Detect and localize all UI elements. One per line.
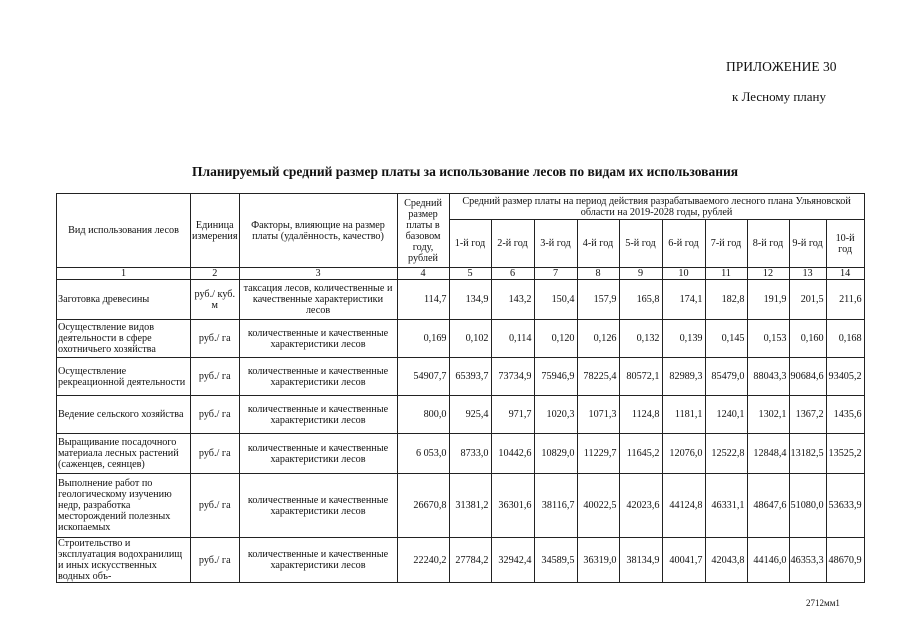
cell-unit: руб./ га [191,320,240,358]
payment-table [56,193,865,583]
cell-use-type: Выращивание посадочного материала лесных растений (саженцев, сеянцев) [57,434,191,474]
cell-year-value: 31381,2 [449,474,491,538]
cell-year-value: 191,9 [747,280,789,320]
header-year-5: 5-й год [619,220,662,268]
cell-year-value: 12848,4 [747,434,789,474]
cell-base-value: 800,0 [397,396,449,434]
cell-year-value: 1240,1 [705,396,747,434]
cell-base-value: 114,7 [397,280,449,320]
header-unit: Единица измерения [191,194,240,268]
cell-year-value: 971,7 [491,396,534,434]
cell-year-value: 85479,0 [705,358,747,396]
cell-year-value: 13525,2 [826,434,864,474]
cell-unit: руб./ га [191,358,240,396]
table-row [57,358,865,396]
cell-year-value: 27784,2 [449,538,491,583]
header-year-6: 6-й год [662,220,705,268]
cell-year-value: 165,8 [619,280,662,320]
cell-year-value: 48670,9 [826,538,864,583]
cell-year-value: 73734,9 [491,358,534,396]
cell-year-value: 0,126 [577,320,619,358]
cell-factors: количественные и качественные характеристики лесов [239,434,397,474]
document-title: Планируемый средний размер платы за использование лесов по видам их использования [192,164,739,179]
cell-use-type: Осуществление рекреационной деятельности [57,358,191,396]
cell-year-value: 0,153 [747,320,789,358]
cell-factors: таксация лесов, количественные и качественные характеристики лесов [239,280,397,320]
cell-year-value: 12522,8 [705,434,747,474]
cell-base-value: 0,169 [397,320,449,358]
cell-year-value: 34589,5 [534,538,577,583]
column-number-5: 5 [449,268,491,280]
cell-year-value: 1124,8 [619,396,662,434]
header-use-type: Вид использования лесов [57,194,191,268]
column-number-9: 9 [619,268,662,280]
cell-year-value: 8733,0 [449,434,491,474]
cell-use-type: Строительство и эксплуатация водохранилищ и иных искусственных водных объ- [57,538,191,583]
footer-code: 2712мм1 [806,598,840,608]
cell-year-value: 51080,0 [789,474,826,538]
cell-year-value: 38134,9 [619,538,662,583]
cell-base-value: 54907,7 [397,358,449,396]
cell-year-value: 134,9 [449,280,491,320]
cell-year-value: 78225,4 [577,358,619,396]
cell-year-value: 0,139 [662,320,705,358]
cell-use-type: Заготовка древесины [57,280,191,320]
column-number-10: 10 [662,268,705,280]
cell-year-value: 211,6 [826,280,864,320]
cell-use-type: Ведение сельского хозяйства [57,396,191,434]
table-row [57,396,865,434]
cell-year-value: 90684,6 [789,358,826,396]
cell-year-value: 48647,6 [747,474,789,538]
cell-year-value: 1435,6 [826,396,864,434]
cell-unit: руб./ га [191,434,240,474]
table-row [57,280,865,320]
cell-year-value: 1020,3 [534,396,577,434]
header-year-2: 2-й год [491,220,534,268]
cell-unit: руб./ куб. м [191,280,240,320]
cell-year-value: 0,160 [789,320,826,358]
header-year-10: 10-й год [826,220,864,268]
cell-year-value: 174,1 [662,280,705,320]
header-factors: Факторы, влияющие на размер платы (удалённость, качество) [239,194,397,268]
header-year-4: 4-й год [577,220,619,268]
cell-year-value: 42023,6 [619,474,662,538]
column-number-14: 14 [826,268,864,280]
header-year-1: 1-й год [449,220,491,268]
cell-year-value: 182,8 [705,280,747,320]
table-row [57,538,865,583]
cell-year-value: 53633,9 [826,474,864,538]
cell-year-value: 1071,3 [577,396,619,434]
column-number-8: 8 [577,268,619,280]
cell-year-value: 38116,7 [534,474,577,538]
cell-use-type: Осуществление видов деятельности в сфере охотничьего хозяйства [57,320,191,358]
table-row [57,434,865,474]
column-number-12: 12 [747,268,789,280]
cell-factors: количественные и качественные характеристики лесов [239,396,397,434]
cell-year-value: 1302,1 [747,396,789,434]
cell-factors: количественные и качественные характеристики лесов [239,474,397,538]
table-row [57,474,865,538]
appendix-title: ПРИЛОЖЕНИЕ 30 [726,59,837,74]
cell-factors: количественные и качественные характеристики лесов [239,538,397,583]
cell-year-value: 44124,8 [662,474,705,538]
header-year-3: 3-й год [534,220,577,268]
cell-year-value: 1367,2 [789,396,826,434]
cell-year-value: 11229,7 [577,434,619,474]
cell-year-value: 150,4 [534,280,577,320]
appendix-subtitle: к Лесному плану [732,89,827,104]
header-year-8: 8-й год [747,220,789,268]
cell-unit: руб./ га [191,538,240,583]
cell-base-value: 22240,2 [397,538,449,583]
cell-factors: количественные и качественные характеристики лесов [239,358,397,396]
cell-year-value: 93405,2 [826,358,864,396]
cell-year-value: 1181,1 [662,396,705,434]
cell-year-value: 40022,5 [577,474,619,538]
cell-year-value: 10829,0 [534,434,577,474]
cell-use-type: Выполнение работ по геологическому изучению недр, разработка месторождений полезных ископаемых [57,474,191,538]
cell-year-value: 88043,3 [747,358,789,396]
table-row [57,320,865,358]
cell-year-value: 0,168 [826,320,864,358]
cell-year-value: 0,145 [705,320,747,358]
cell-year-value: 201,5 [789,280,826,320]
cell-year-value: 10442,6 [491,434,534,474]
cell-factors: количественные и качественные характеристики лесов [239,320,397,358]
cell-year-value: 40041,7 [662,538,705,583]
cell-year-value: 80572,1 [619,358,662,396]
column-number-13: 13 [789,268,826,280]
cell-year-value: 36319,0 [577,538,619,583]
cell-year-value: 75946,9 [534,358,577,396]
cell-year-value: 925,4 [449,396,491,434]
cell-year-value: 46353,3 [789,538,826,583]
column-number-7: 7 [534,268,577,280]
cell-year-value: 0,102 [449,320,491,358]
header-year-9: 9-й год [789,220,826,268]
column-number-3: 3 [239,268,397,280]
header-base-year: Средний размер платы в базовом году, рублей [397,194,449,268]
cell-year-value: 46331,1 [705,474,747,538]
column-number-4: 4 [397,268,449,280]
cell-unit: руб./ га [191,474,240,538]
cell-year-value: 12076,0 [662,434,705,474]
column-number-6: 6 [491,268,534,280]
cell-year-value: 42043,8 [705,538,747,583]
header-year-7: 7-й год [705,220,747,268]
cell-year-value: 32942,4 [491,538,534,583]
cell-year-value: 65393,7 [449,358,491,396]
cell-year-value: 0,120 [534,320,577,358]
cell-year-value: 13182,5 [789,434,826,474]
column-number-1: 1 [57,268,191,280]
cell-unit: руб./ га [191,396,240,434]
cell-year-value: 157,9 [577,280,619,320]
cell-base-value: 6 053,0 [397,434,449,474]
column-number-11: 11 [705,268,747,280]
cell-year-value: 143,2 [491,280,534,320]
cell-year-value: 11645,2 [619,434,662,474]
cell-year-value: 82989,3 [662,358,705,396]
cell-year-value: 36301,6 [491,474,534,538]
cell-year-value: 0,114 [491,320,534,358]
cell-year-value: 44146,0 [747,538,789,583]
cell-base-value: 26670,8 [397,474,449,538]
cell-year-value: 0,132 [619,320,662,358]
header-period: Средний размер платы на период действия разрабатываемого лесного плана Ульяновской области на 2019-2028 годы, рублей [449,194,864,220]
column-number-2: 2 [191,268,240,280]
